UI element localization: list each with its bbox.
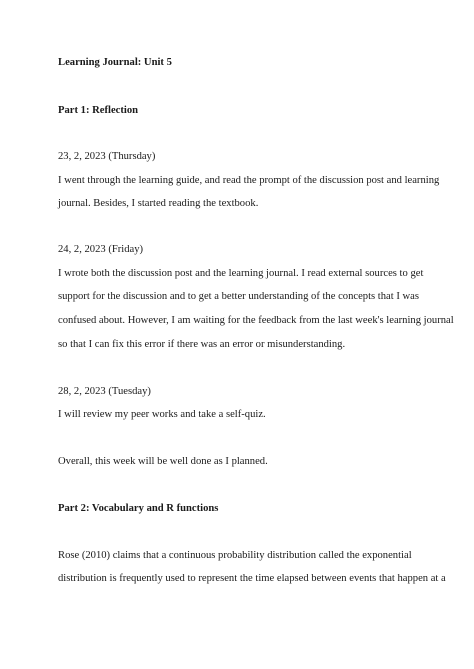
entry-2-line-1: I wrote both the discussion post and the learning journal. I read external sources to get bbox=[58, 268, 424, 279]
entry-2-line-3: confused about. However, I am waiting for the feedback from the last week's learning journal bbox=[58, 315, 454, 326]
entry-1-line-2: journal. Besides, I started reading the textbook. bbox=[58, 198, 259, 209]
document-title: Learning Journal: Unit 5 bbox=[58, 57, 172, 68]
entry-2-line-4: so that I can fix this error if there was an error or misunderstanding. bbox=[58, 339, 346, 350]
part1-heading: Part 1: Reflection bbox=[58, 105, 139, 116]
overall-paragraph: Overall, this week will be well done as I planned. bbox=[58, 456, 268, 467]
entry-2-line-2: support for the discussion and to get a better understanding of the concepts that I was bbox=[58, 291, 419, 302]
entry-date-2: 24, 2, 2023 (Friday) bbox=[58, 244, 144, 255]
entry-date-3: 28, 2, 2023 (Tuesday) bbox=[58, 386, 151, 397]
part2-heading: Part 2: Vocabulary and R functions bbox=[58, 503, 219, 514]
entry-date-1: 23, 2, 2023 (Thursday) bbox=[58, 151, 156, 162]
entry-1-line-1: I went through the learning guide, and read the prompt of the discussion post and learning bbox=[58, 175, 440, 186]
part2-line-2: distribution is frequently used to represent the time elapsed between events that happen at a bbox=[58, 573, 446, 584]
entry-3-line-1: I will review my peer works and take a self-quiz. bbox=[58, 409, 266, 420]
part2-line-1: Rose (2010) claims that a continuous probability distribution called the exponential bbox=[58, 550, 412, 561]
